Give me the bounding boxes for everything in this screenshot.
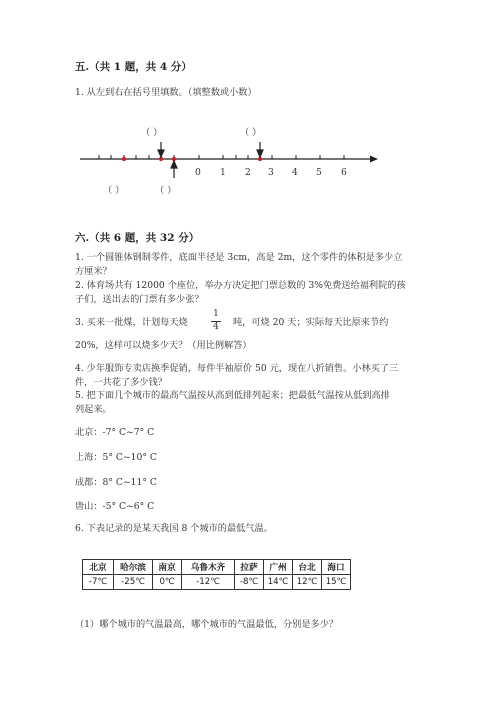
- tick-label-6: 6: [341, 167, 347, 178]
- table-header-cell: 哈尔滨: [114, 560, 153, 575]
- answer-bracket-bottom-left[interactable]: （ ）: [103, 185, 125, 196]
- answer-bracket-top-right[interactable]: （ ）: [240, 127, 262, 138]
- tick-label-5: 5: [316, 167, 322, 178]
- question-1-line-2: 方厘米？: [75, 266, 112, 277]
- answer-bracket-bottom-right[interactable]: （ ）: [155, 185, 177, 196]
- table-header-cell: 广州: [264, 560, 293, 575]
- table-cell: 15℃: [322, 575, 351, 590]
- point-marker-1: [122, 157, 126, 161]
- question-1-line-1: 1. 一个圆锥体钢制零件，底面半径是 3cm，高是 2m，这个零件的体积是多少立: [75, 252, 403, 263]
- city-range-beijing: 北京：-7° C~7° C: [75, 427, 155, 438]
- table-header-cell: 海口: [322, 560, 351, 575]
- table-row: [83, 575, 351, 590]
- city-range-shanghai: 上海：5° C~10° C: [75, 452, 157, 463]
- tick-label-3: 3: [268, 167, 274, 178]
- table-cell: -7℃: [83, 575, 114, 590]
- question-2-line-1: 2. 体育场共有 12000 个座位，举办方决定把门票总数的 3%免费送给福利院的孩: [75, 280, 406, 291]
- table-header-cell: 北京: [83, 560, 114, 575]
- table-cell: -12℃: [182, 575, 235, 590]
- city-range-chengdu: 成都：8° C~11° C: [75, 477, 157, 488]
- question-4-line-2: 件，一共花了多少钱？: [75, 377, 167, 388]
- table-cell: 0℃: [153, 575, 182, 590]
- fraction-denominator: 4: [213, 322, 219, 332]
- tick-label-2: 2: [245, 167, 251, 178]
- question-3-text-before: 3. 买来一批煤，计划每天烧: [75, 317, 188, 328]
- table-header-cell: 乌鲁木齐: [182, 560, 235, 575]
- tick-label-1: 1: [220, 167, 226, 178]
- question-3-text-after: 吨，可烧 20 天；实际每天比原来节约: [233, 317, 389, 328]
- section6-heading: 六.（共 6 题，共 32 分）: [75, 232, 200, 244]
- section5-heading: 五.（共 1 题，共 4 分）: [75, 61, 192, 73]
- table-cell: -25℃: [114, 575, 153, 590]
- table-header-cell: 南京: [153, 560, 182, 575]
- down-arrow-left: [158, 142, 164, 157]
- question-3-line-2: 20%，这样可以烧多少天？（用比例解答）: [75, 340, 252, 351]
- section5-question-1: 1. 从左到右在括号里填数。（填整数或小数）: [75, 87, 257, 98]
- number-line-arrowhead: [370, 156, 378, 163]
- table-cell: -8℃: [235, 575, 264, 590]
- temperature-table: [82, 559, 351, 590]
- table-cell: 14℃: [264, 575, 293, 590]
- table-header-cell: 台北: [293, 560, 322, 575]
- question-5-line-2: 列起来。: [75, 404, 112, 415]
- question-6: 6. 下表记录的是某天我国 8 个城市的最低气温。: [75, 523, 273, 534]
- table-cell: 12℃: [293, 575, 322, 590]
- table-header-cell: 拉萨: [235, 560, 264, 575]
- tick-label-0: 0: [195, 167, 201, 178]
- answer-bracket-top-left[interactable]: （ ）: [141, 127, 163, 138]
- city-range-tangshan: 唐山：-5° C~6° C: [75, 501, 155, 512]
- tick-label-4: 4: [292, 167, 298, 178]
- table-header-row: [83, 560, 351, 575]
- fraction-numerator: 1: [213, 309, 219, 319]
- sub-question-1: （1）哪个城市的气温最高，哪个城市的气温最低，分别是多少？: [75, 619, 339, 630]
- question-5-line-1: 5. 把下面几个城市的最高气温按从高到低排列起来；把最低气温按从低到高排: [75, 390, 390, 401]
- down-arrow-right: [257, 142, 263, 157]
- question-2-line-2: 子们，送出去的门票有多少张？: [75, 294, 204, 305]
- up-arrow: [171, 161, 177, 178]
- question-4-line-1: 4. 少年服饰专卖店换季促销，每件半袖原价 50 元，现在八折销售。小林买了三: [75, 363, 399, 374]
